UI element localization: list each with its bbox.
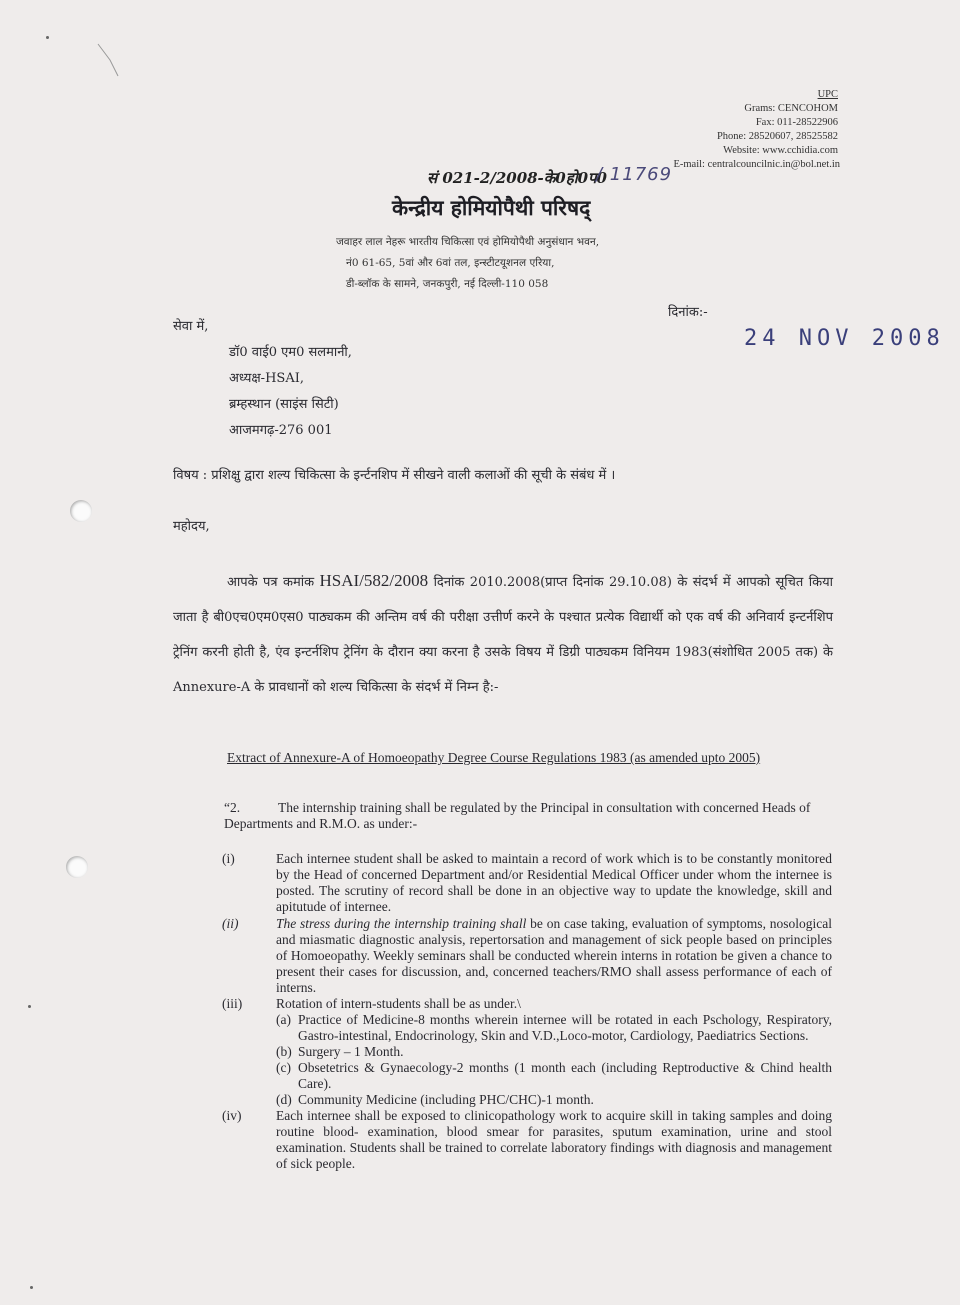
body-text: दिनांक 2010.2008(प्राप्त दिनांक 29.10.08) के संदर्भ में आपको सूचित किया जाता है बी0एच0एम0एस0 पाठ्यकम की अन्तिम वर्ष की परीक्षा उत्तीर्ण करने के पश्चात प्रत्येक विद्यार्थी को एक वर्ष की अनिवार्य इन्टर्नशिप ट्रेनिंग करनी होती है, एंव इन्टर्नशिप ट्रेनिंग के दौरान क्या करना है उसके विषय में डिग्री पाठ्यकम विनियम 1983(संशोधित 2005 तक) के Annexure-A के प्रावधानों को शल्य चिकित्सा के संदर्भ में निम्न है:- — [173, 575, 833, 695]
rotation-label: (a) — [276, 1012, 291, 1027]
paper-speck — [30, 1286, 33, 1289]
body-text: आपके पत्र कमांक — [227, 575, 315, 590]
greeting: महोदय, — [173, 519, 210, 534]
body-paragraph — [173, 563, 833, 705]
address-line: जवाहर लाल नेहरू भारतीय चिकित्सा एवं होमियोपैथी अनुसंधान भवन, — [336, 236, 600, 248]
contact-line: Grams: CENCOHOM — [744, 103, 838, 114]
paper-speck — [46, 36, 49, 39]
regulation-items — [222, 851, 832, 1172]
item-text: Each internee student shall be asked to maintain a record of work which is to be constantly monitored by the Head of concerned Department and/or Residential Medical Officer under whom the internee is posted. The scrutiny of record shall be done in an objective way to update the knowledge, skill and apitutude of internee. — [276, 851, 832, 914]
item-text-rest: be on case taking, evaluation of symptoms, nosological and miasmatic diagnostic analysis, repertorsation and management of sick people based on principles of Homoeopathy. Weekly seminars shall be conducted wherein interns in rotation be given a chance to present their cases for discussion, and, concerned teachers/RMO shall assess performance of each of interns. — [276, 916, 832, 995]
punch-hole-top — [70, 500, 92, 522]
rotation-text: Practice of Medicine-8 months wherein internee will be rotated in each Pschology, Respiratory, Gastro-intestinal, Endocrinology, Skin and V.D.,Loco-motor, Cardiology, Paediatrics Sections. — [298, 1012, 832, 1043]
recipient-line: आजमगढ़-276 001 — [229, 423, 333, 438]
recipient-line: ब्रम्हस्थान (साइंस सिटी) — [229, 397, 339, 412]
rotation-item — [276, 1092, 832, 1108]
paper-speck — [28, 1005, 31, 1008]
date-stamp: 24 NOV 2008 — [744, 326, 945, 351]
rotation-text: Surgery – 1 Month. — [298, 1044, 404, 1059]
reference-number: सं 021-2/2008-के0हो0प0 — [427, 169, 607, 187]
recipient-line: डॉ0 वाई0 एम0 सलमानी, — [229, 345, 352, 360]
list-item — [222, 851, 832, 915]
rotation-intro: Rotation of intern-students shall be as under.\ — [276, 996, 521, 1011]
item-text — [276, 916, 832, 996]
item-label: (ii) — [222, 916, 239, 931]
contact-line: Phone: 28520607, 28525582 — [716, 131, 838, 142]
paper-crease-mark — [90, 40, 130, 80]
list-item — [222, 996, 832, 1108]
extract-title: Extract of Annexure-A of Homoeopathy Degree Course Regulations 1983 (as amended upto 2005) — [227, 750, 761, 765]
item-label: (i) — [222, 851, 235, 866]
regulation-lead — [224, 800, 832, 832]
letter-reference: HSAI/582/2008 — [319, 571, 429, 590]
item-text-italic: The stress during the internship training shall — [276, 916, 527, 931]
item-label: (iv) — [222, 1108, 242, 1123]
rotation-text: Community Medicine (including PHC/CHC)-1 month. — [298, 1092, 594, 1107]
regulation-number: “2. — [224, 800, 241, 815]
contact-line: UPC — [817, 89, 838, 100]
list-item — [222, 916, 832, 996]
recipient-address — [229, 340, 352, 444]
contact-line: Website: www.cchidia.com — [723, 145, 838, 156]
date-label: दिनांक:- — [668, 305, 708, 320]
organization-address — [336, 232, 599, 295]
item-text — [276, 996, 832, 1108]
list-item — [222, 1108, 832, 1172]
rotation-item — [276, 1012, 832, 1044]
subject-line: विषय : प्रशिक्षु द्वारा शल्य चिकित्सा के इर्न्टनशिप में सीखने वाली कलाओं की सूची के संबंध में । — [173, 468, 616, 483]
contact-line: E-mail: centralcouncilnic.in@bol.net.in — [673, 159, 840, 170]
contact-line: Fax: 011-28522906 — [755, 117, 838, 128]
item-label: (iii) — [222, 996, 243, 1011]
item-text: Each internee shall be exposed to clinicopathology work to acquire skill in taking samples and doing routine blood- examination, blood smear for parasites, sputum examination, urine and stool examination. Students shall be trained to correlate laboratory findings with diagnosis and management of sick people. — [276, 1108, 832, 1171]
address-line: डी-ब्लॉक के सामने, जनकपुरी, नई दिल्ली-110 058 — [346, 278, 549, 290]
organization-name: केन्द्रीय होमियोपैथी परिषद् — [392, 195, 591, 220]
rotation-label: (c) — [276, 1060, 291, 1075]
rotation-text: Obsetetrics & Gynaecology-2 months (1 month each (including Reptroductive & Chind health Care). — [298, 1060, 832, 1091]
salutation: सेवा में, — [173, 319, 209, 334]
rotation-label: (b) — [276, 1044, 292, 1059]
regulation-text: The internship training shall be regulated by the Principal in consultation with concerned Heads of Departments and R.M.O. as under:- — [224, 800, 811, 831]
contact-block — [673, 88, 838, 172]
handwritten-number: / 11769 — [596, 164, 673, 185]
address-line: नं0 61-65, 5वां और 6वां तल, इन्स्टीटयूशनल एरिया, — [346, 257, 555, 269]
rotation-item — [276, 1044, 832, 1060]
punch-hole-bottom — [66, 856, 88, 878]
recipient-line: अध्यक्ष-HSAI, — [229, 371, 304, 386]
rotation-item — [276, 1060, 832, 1092]
rotation-label: (d) — [276, 1092, 292, 1107]
